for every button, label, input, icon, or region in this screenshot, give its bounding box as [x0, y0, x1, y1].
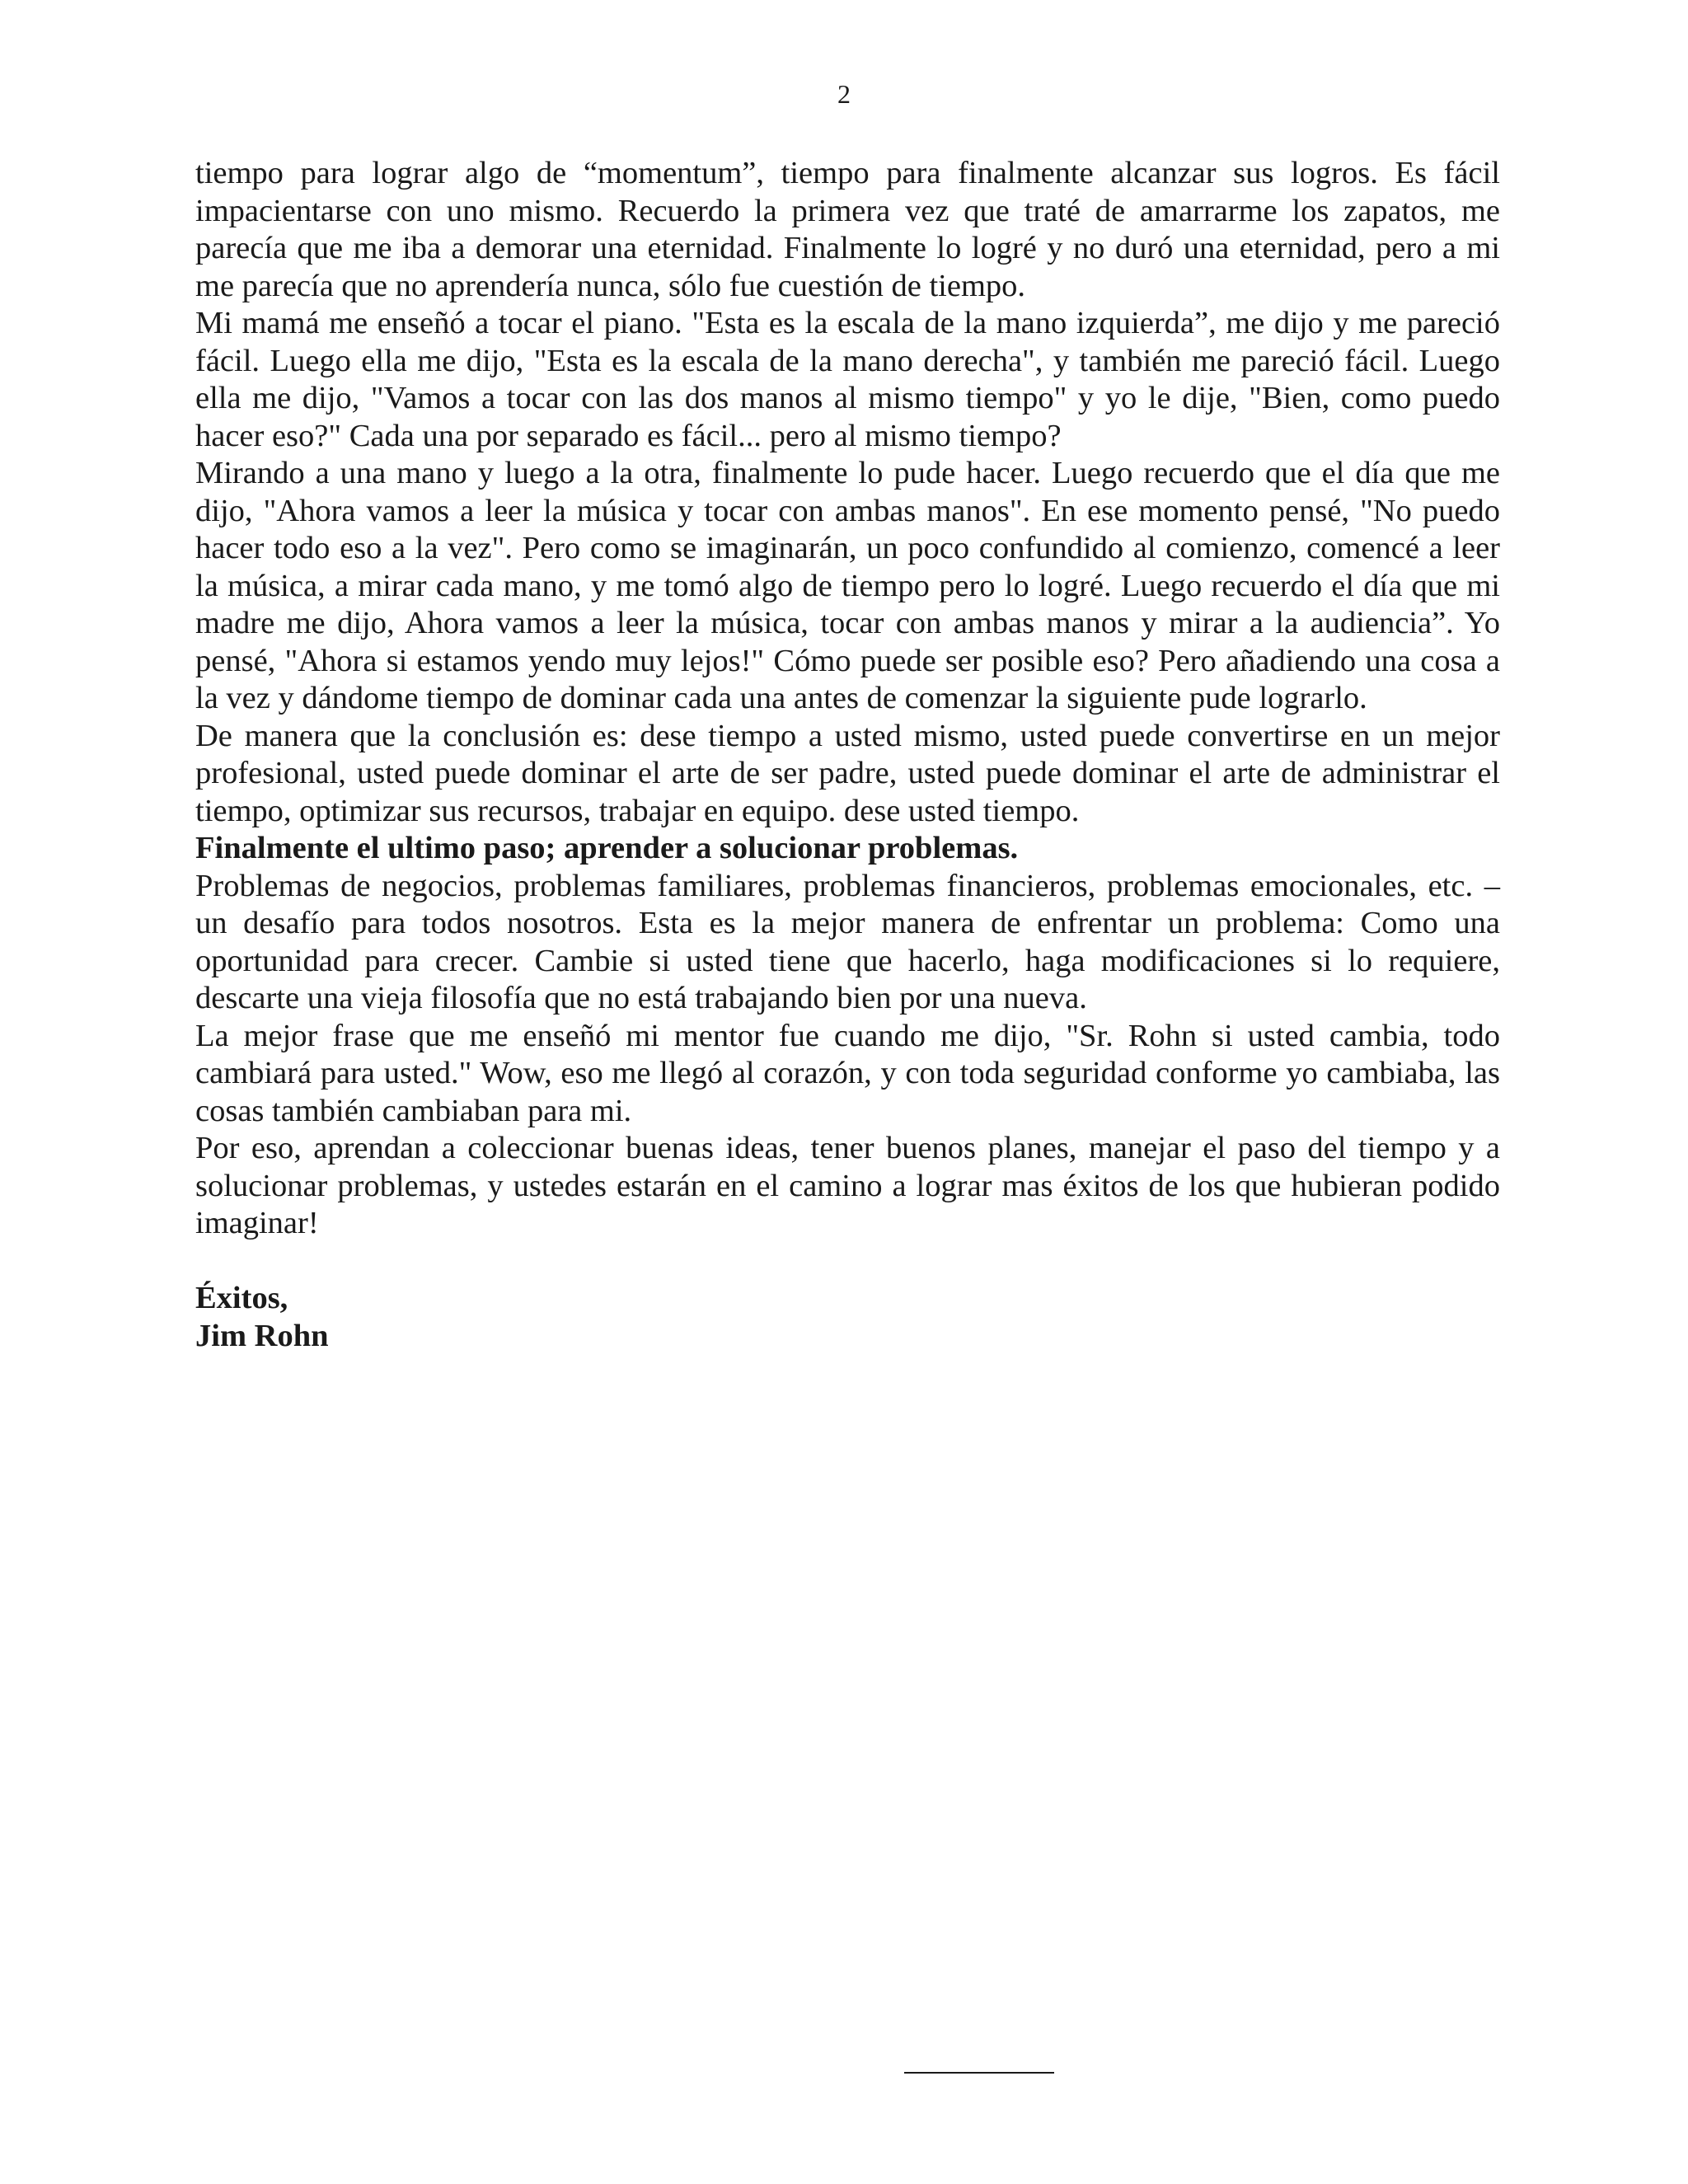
page-number: 2	[837, 79, 851, 109]
paragraph-piano: Mi mamá me enseñó a tocar el piano. "Esta es la escala de la mano izquierda”, me dijo y me pareció fácil. Luego ella me dijo, "Esta es la escala de la mano derecha", y también me pareció fácil. Luego ella me dijo, "Vamos a tocar con las dos manos al mismo tiempo" y yo le dije, "Bien, como puedo hacer eso?" Cada una por separado es fácil... pero al mismo tiempo?	[195, 306, 1500, 453]
signature-closing: Éxitos,	[195, 1281, 288, 1315]
paragraph-conclusion: De manera que la conclusión es: dese tiempo a usted mismo, usted puede convertirse en un mejor profesional, usted puede dominar el arte de ser padre, usted puede dominar el arte de administrar el tiempo, optimizar sus recursos, trabajar en equipo. dese usted tiempo.	[195, 718, 1500, 828]
paragraph-closing: Por eso, aprendan a coleccionar buenas ideas, tener buenos planes, manejar el paso del tiempo y a solucionar problemas, y ustedes estarán en el camino a lograr mas éxitos de los que hubieran podido imaginar!	[195, 1131, 1500, 1240]
blank-line	[195, 1243, 1500, 1281]
paragraph-mentor-quote: La mejor frase que me enseñó mi mentor fue cuando me dijo, "Sr. Rohn si usted cambia, todo cambiará para usted." Wow, eso me llegó al corazón, y con toda seguridad conforme yo cambiaba, las cosas también cambiaban para mi.	[195, 1018, 1500, 1128]
signature-name: Jim Rohn	[195, 1318, 329, 1353]
footnote-separator	[904, 2072, 1054, 2074]
paragraph-momentum: tiempo para lograr algo de “momentum”, tiempo para finalmente alcanzar sus logros. Es fácil impacientarse con uno mismo. Recuerdo la primera vez que traté de amarrarme los zapatos, me parecía que me iba a demorar una eternidad. Finalmente lo logré y no duró una eternidad, pero a mi me parecía que no aprendería nunca, sólo fue cuestión de tiempo.	[195, 156, 1500, 303]
document-body	[195, 155, 1500, 1355]
paragraph-reading-music: Mirando a una mano y luego a la otra, finalmente lo pude hacer. Luego recuerdo que el día que me dijo, "Ahora vamos a leer la música y tocar con ambas manos". En ese momento pensé, "No puedo hacer todo eso a la vez". Pero como se imaginarán, un poco confundido al comienzo, comencé a leer la música, a mirar cada mano, y me tomó algo de tiempo pero lo logré. Luego recuerdo el día que mi madre me dijo, Ahora vamos a leer la música, tocar con ambas manos y mirar a la audiencia”. Yo pensé, "Ahora si estamos yendo muy lejos!" Cómo puede ser posible eso? Pero añadiendo una cosa a la vez y dándome tiempo de dominar cada una antes de comenzar la siguiente pude lograrlo.	[195, 456, 1500, 715]
paragraph-problems: Problemas de negocios, problemas familiares, problemas financieros, problemas emocionales, etc. – un desafío para todos nosotros. Esta es la mejor manera de enfrentar un problema: Como una oportunidad para crecer. Cambie si usted tiene que hacerlo, haga modificaciones si lo requiere, descarte una vieja filosofía que no está trabajando bien por una nueva.	[195, 868, 1500, 1015]
section-heading: Finalmente el ultimo paso; aprender a solucionar problemas.	[195, 831, 1019, 865]
